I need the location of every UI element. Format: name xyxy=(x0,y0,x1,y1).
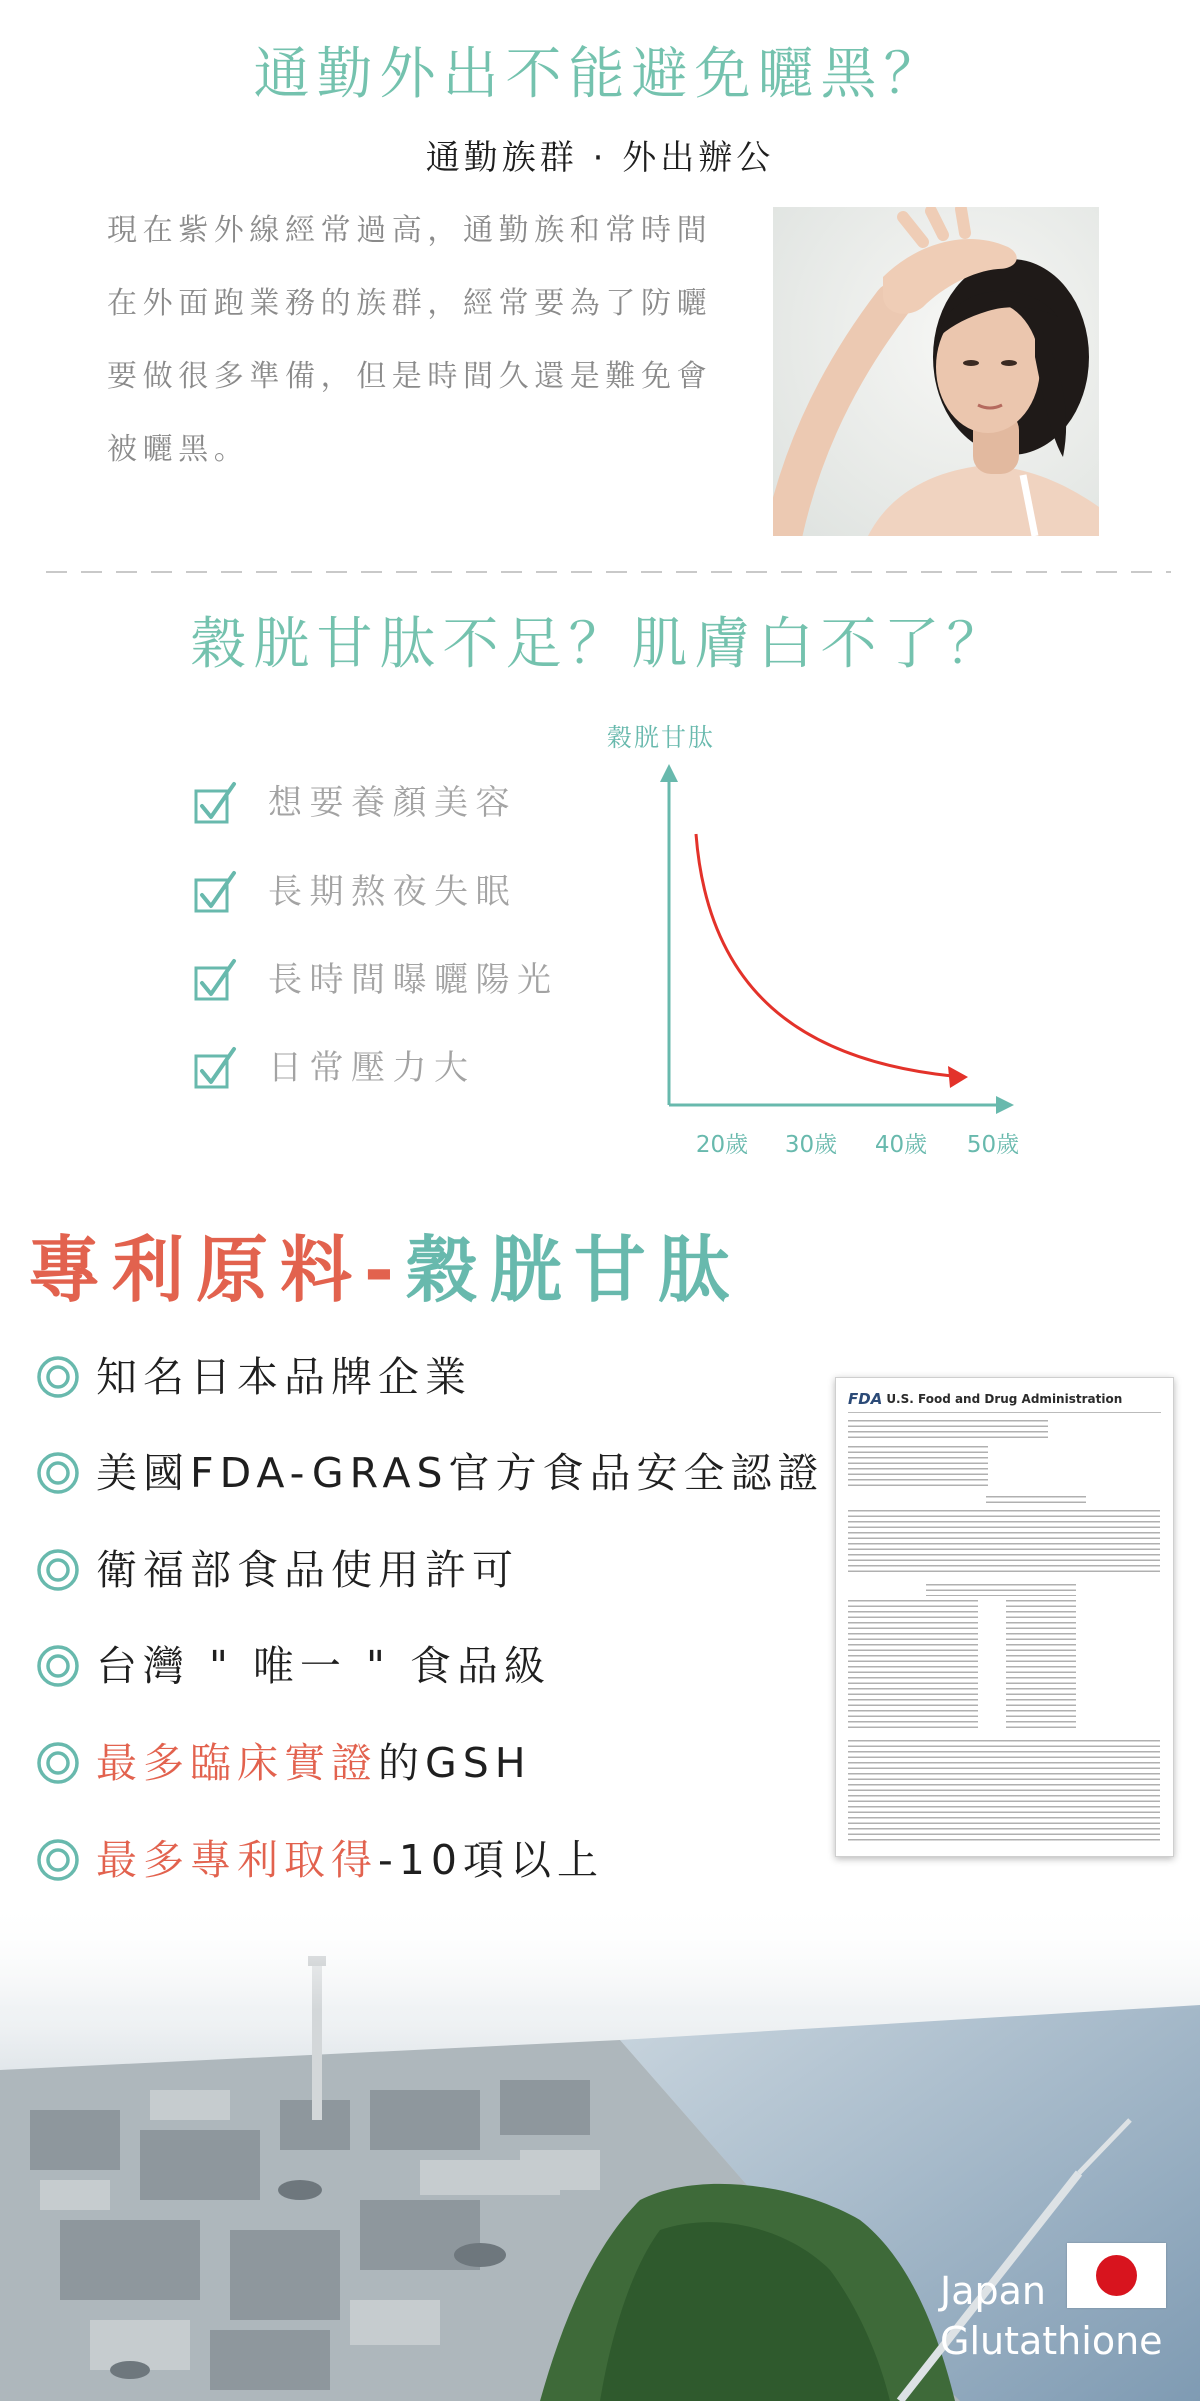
section-divider xyxy=(46,571,1171,573)
feature-highlight: 最多專利取得 xyxy=(96,1836,378,1884)
document-text-lines xyxy=(986,1496,1086,1504)
feature-item xyxy=(36,1832,604,1888)
x-tick-label: 40歲 xyxy=(874,1132,928,1158)
checklist-item xyxy=(194,779,517,827)
japan-flag-icon xyxy=(1067,2243,1166,2308)
paragraph-line: 現在紫外線經常過高，通勤族和常時間 xyxy=(107,213,713,248)
feature-text xyxy=(96,1735,532,1791)
x-tick-label: 30歲 xyxy=(784,1132,838,1158)
footer-product: Glutathione xyxy=(940,2319,1163,2363)
feature-text xyxy=(96,1638,551,1694)
checkbox-checked-icon xyxy=(194,870,238,914)
paragraph-line: 被曬黑。 xyxy=(107,432,250,467)
double-circle-icon xyxy=(36,1838,80,1882)
double-circle-icon xyxy=(36,1451,80,1495)
feature-text xyxy=(96,1445,825,1501)
woman-shading-eyes-photo xyxy=(773,207,1099,536)
document-table-lines xyxy=(848,1600,978,1730)
feature-text xyxy=(96,1832,604,1888)
patent-title-part2: 穀胱甘肽 xyxy=(405,1228,742,1312)
fda-agency-name: U.S. Food and Drug Administration xyxy=(886,1392,1123,1406)
checklist-label: 想要養顏美容 xyxy=(268,783,517,823)
checklist-item xyxy=(194,868,517,916)
commute-paragraph xyxy=(107,194,712,486)
feature-highlight: 最多臨床實證 xyxy=(96,1739,378,1787)
checklist-item xyxy=(194,956,559,1004)
feature-label: 美國FDA-GRAS官方食品安全認證 xyxy=(96,1449,825,1497)
checklist-item xyxy=(194,1044,476,1092)
patent-title xyxy=(28,1230,742,1310)
double-circle-icon xyxy=(36,1355,80,1399)
paragraph-line: 要做很多準備，但是時間久還是難免會 xyxy=(107,359,713,394)
checklist-label: 長時間曝曬陽光 xyxy=(268,960,559,1000)
x-tick-label: 20歲 xyxy=(695,1132,749,1158)
feature-label: 的GSH xyxy=(378,1739,532,1787)
document-rule xyxy=(848,1412,1161,1413)
document-text-lines xyxy=(848,1420,1048,1440)
patent-title-part1: 專利原料 xyxy=(28,1228,365,1312)
checklist-label: 長期熬夜失眠 xyxy=(268,872,517,912)
x-axis-arrow xyxy=(996,1096,1014,1114)
document-text-lines xyxy=(926,1584,1076,1596)
fda-logo: FDA xyxy=(848,1390,883,1408)
feature-item xyxy=(36,1542,519,1598)
feature-item xyxy=(36,1349,472,1405)
flag-red-circle xyxy=(1096,2255,1137,2296)
checkbox-checked-icon xyxy=(194,781,238,825)
patent-title-dash: - xyxy=(364,1228,406,1312)
double-circle-icon xyxy=(36,1548,80,1592)
document-text-lines xyxy=(848,1510,1160,1576)
feature-item xyxy=(36,1735,532,1791)
checkbox-checked-icon xyxy=(194,958,238,1002)
curve-arrowhead xyxy=(948,1066,968,1088)
deficiency-title: 穀胱甘肽不足？肌膚白不了？ xyxy=(190,612,1010,677)
feature-label: -10項以上 xyxy=(378,1836,604,1884)
feature-label: 台灣 " 唯一 " 食品級 xyxy=(96,1642,551,1690)
double-circle-icon xyxy=(36,1644,80,1688)
feature-text xyxy=(96,1542,519,1598)
feature-label: 衛福部食品使用許可 xyxy=(96,1546,519,1594)
commute-subtitle: 通勤族群 · 外出辦公 xyxy=(425,138,775,178)
paragraph-line: 在外面跑業務的族群，經常要為了防曬 xyxy=(107,286,713,321)
decline-curve xyxy=(696,834,952,1076)
document-text-lines xyxy=(848,1740,1160,1844)
feature-text xyxy=(96,1349,472,1405)
feature-item xyxy=(36,1445,825,1501)
feature-label: 知名日本品牌企業 xyxy=(96,1353,472,1401)
y-axis-arrow xyxy=(660,764,678,782)
checklist-label: 日常壓力大 xyxy=(268,1048,476,1088)
x-tick-label: 50歲 xyxy=(966,1132,1020,1158)
document-text-lines xyxy=(848,1446,988,1490)
feature-item xyxy=(36,1638,551,1694)
commute-title: 通勤外出不能避免曬黑？ xyxy=(253,42,947,107)
document-header xyxy=(848,1390,1122,1408)
footer-country: Japan xyxy=(940,2269,1046,2313)
y-axis-label: 穀胱甘肽 xyxy=(606,723,716,752)
double-circle-icon xyxy=(36,1741,80,1785)
glutathione-decline-chart xyxy=(560,700,1050,1170)
checkbox-checked-icon xyxy=(194,1046,238,1090)
document-table-lines xyxy=(1006,1600,1076,1730)
fda-gras-document xyxy=(835,1377,1174,1857)
